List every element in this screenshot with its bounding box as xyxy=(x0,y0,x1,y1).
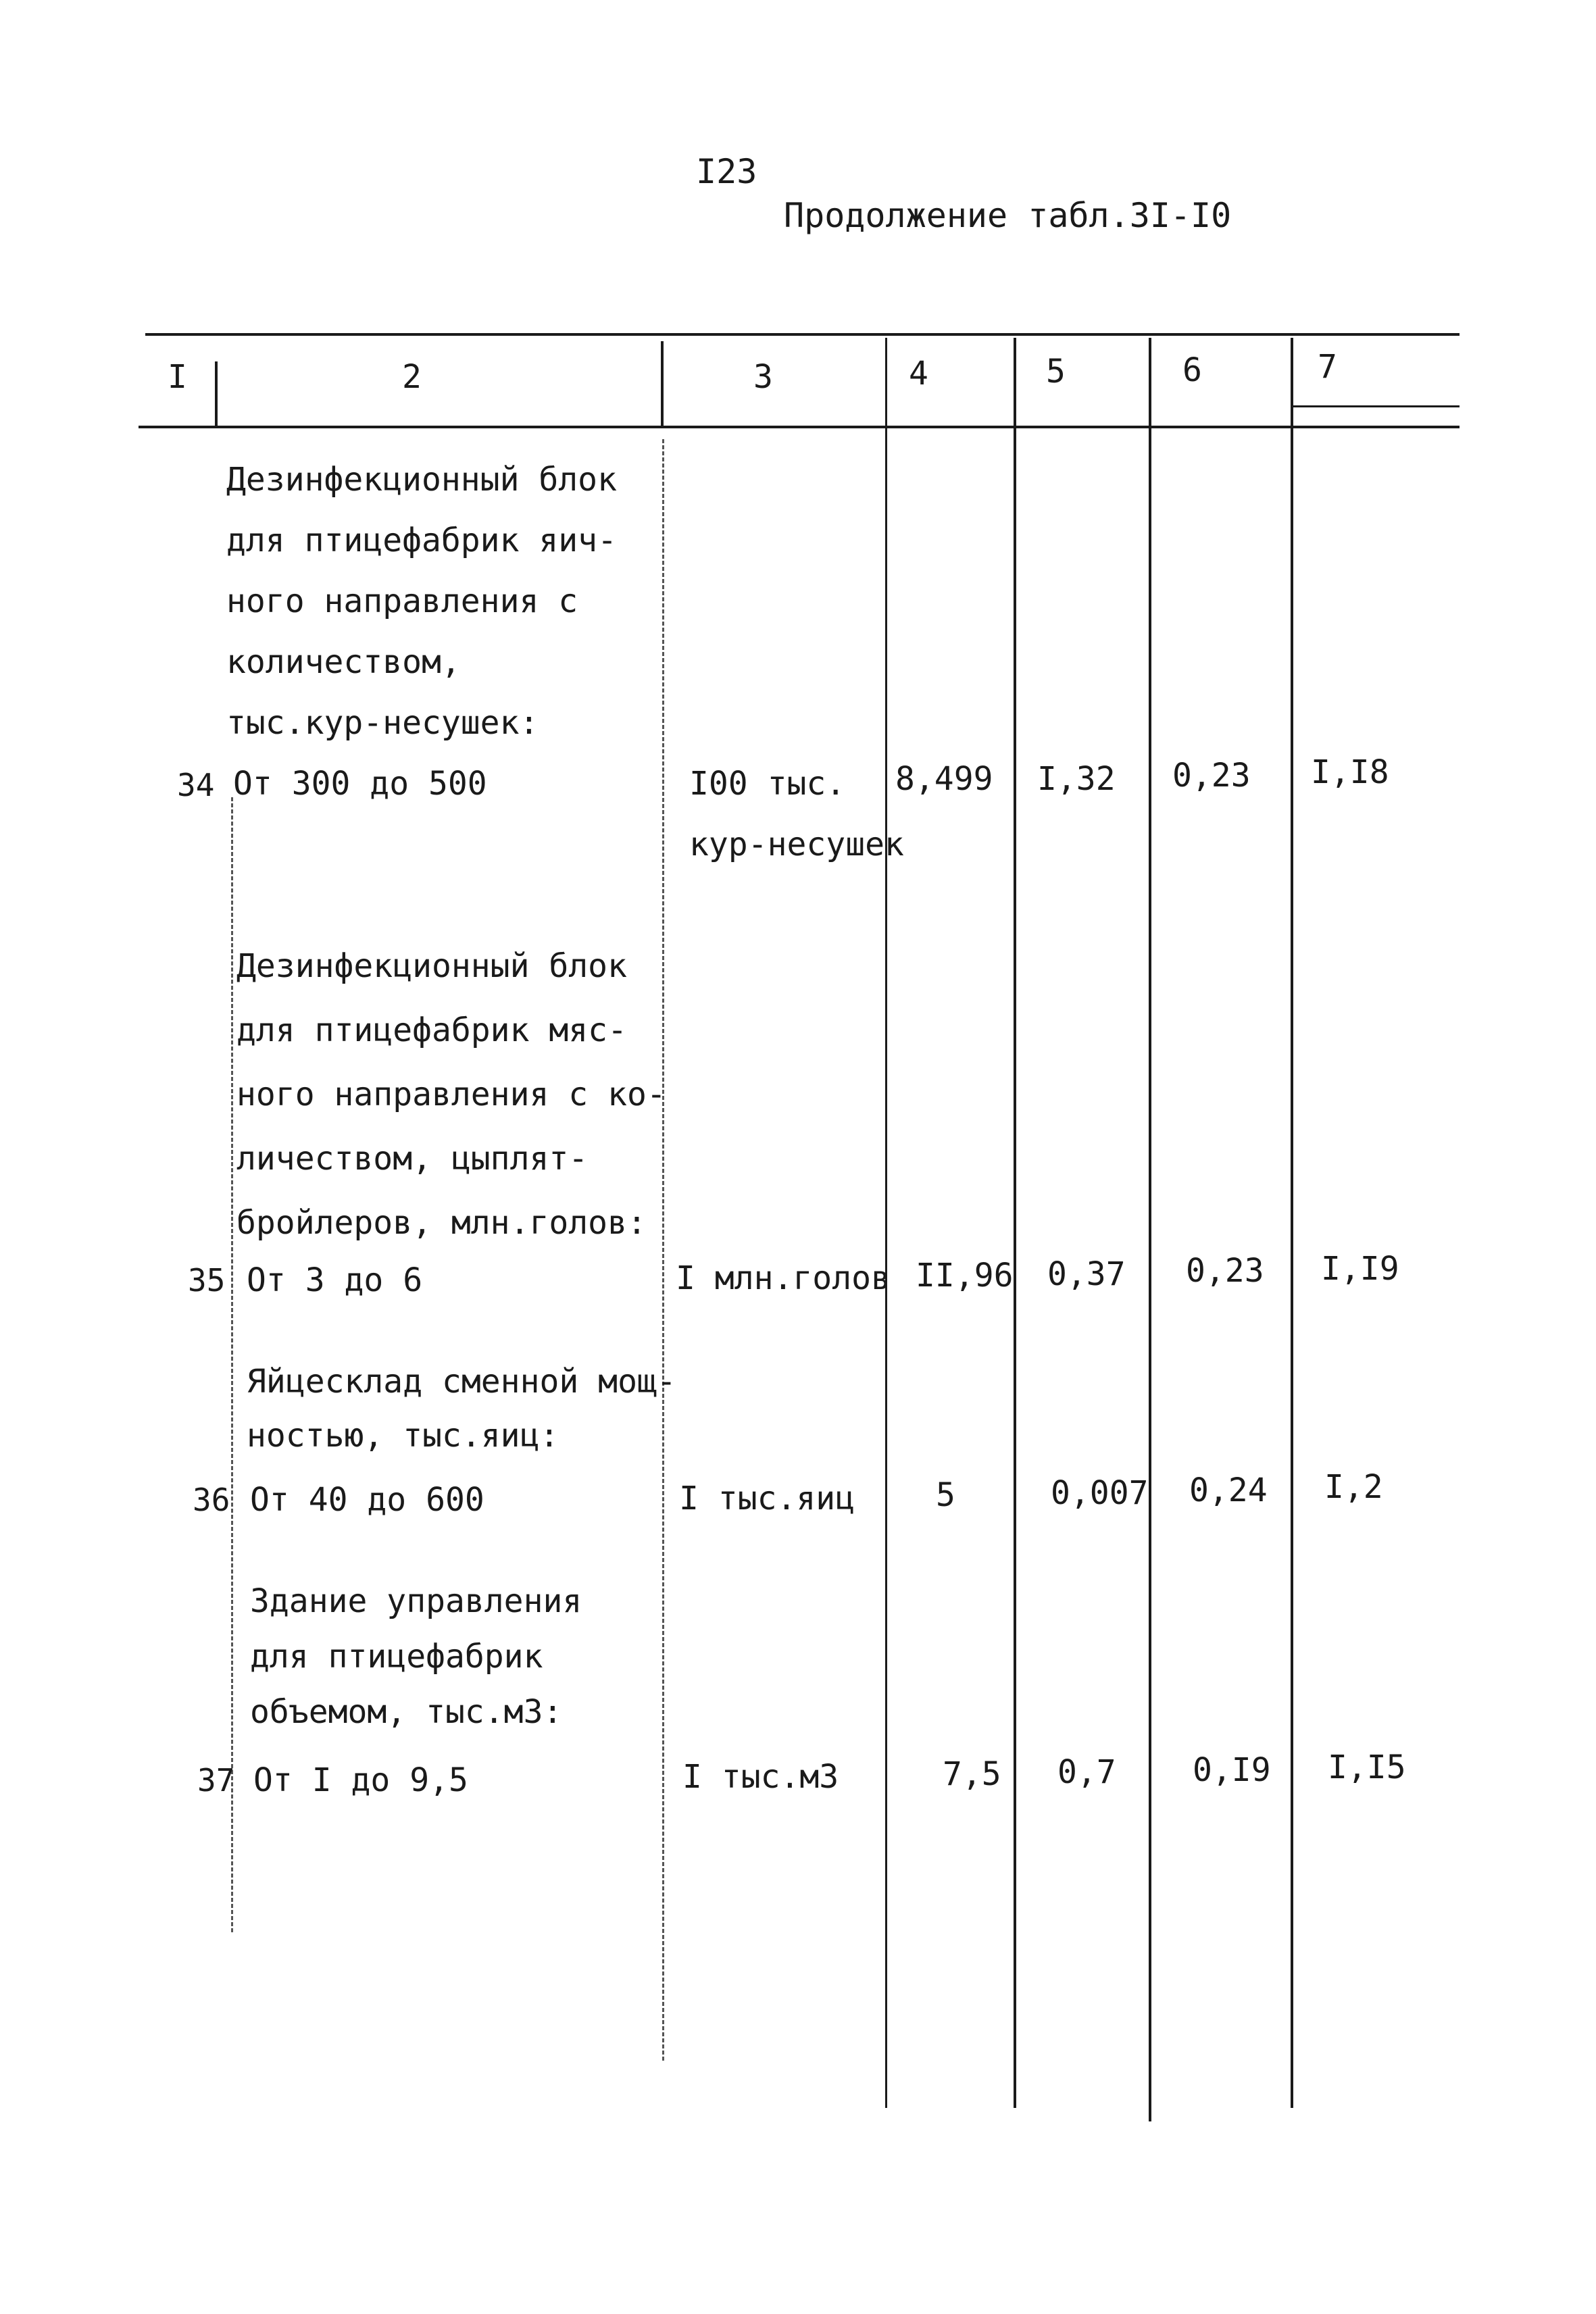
row-col6-value: 0,23 xyxy=(1172,757,1251,795)
row-unit: I тыс.яиц xyxy=(679,1480,855,1517)
row-col7-value: I,I8 xyxy=(1311,753,1389,791)
column-divider-4 xyxy=(1014,338,1016,2108)
row-description: Здание управления для птицефабрик объемом, тыс.м3: xyxy=(250,1582,582,1731)
header-bottom-rule xyxy=(139,426,1460,428)
row-col4-value: 5 xyxy=(936,1476,955,1514)
row-col4-value: II,96 xyxy=(916,1257,1014,1294)
row-col6-value: 0,23 xyxy=(1186,1252,1264,1290)
row-range: От 3 до 6 xyxy=(247,1261,423,1299)
row-col4-value: 7,5 xyxy=(943,1755,1001,1793)
row-number: 35 xyxy=(188,1262,226,1299)
row-col7-value: I,I5 xyxy=(1328,1749,1406,1786)
header-col-2: 2 xyxy=(402,358,422,396)
header-divider-2 xyxy=(661,341,664,426)
row-col7-value: I,I9 xyxy=(1321,1250,1399,1288)
column-divider-5 xyxy=(1149,338,1151,2121)
row-col7-value: I,2 xyxy=(1324,1468,1383,1506)
row-description: Яйцесклад сменной мощ- ностью, тыс.яиц: xyxy=(247,1363,676,1455)
row-col5-value: 0,37 xyxy=(1047,1255,1126,1293)
header-divider-1 xyxy=(215,361,218,426)
header-col-3: 3 xyxy=(753,358,773,396)
column-divider-2 xyxy=(662,439,664,2061)
header-col-1: I xyxy=(168,358,187,396)
row-col6-value: 0,I9 xyxy=(1193,1751,1271,1789)
header-col-5: 5 xyxy=(1046,353,1066,391)
row-number: 34 xyxy=(177,767,215,803)
row-col5-value: 0,007 xyxy=(1051,1474,1149,1512)
row-range: От 300 до 500 xyxy=(233,765,487,803)
row-range: От I до 9,5 xyxy=(253,1761,468,1799)
header-col-4: 4 xyxy=(909,355,928,393)
column-divider-3 xyxy=(885,338,887,2108)
row-description: Дезинфекционный блок для птицефабрик мяс- ного направления с ко- личеством, цыплят- бройлеров, млн.голов: xyxy=(236,947,666,1242)
header-top-rule xyxy=(145,333,1460,336)
page-number: I23 xyxy=(696,152,757,191)
header-col-6: 6 xyxy=(1182,351,1202,389)
continuation-label: Продолжение табл.3I-I0 xyxy=(784,196,1232,235)
row-unit: I00 тыс. кур-несушек xyxy=(689,765,904,863)
row-number: 36 xyxy=(193,1482,230,1518)
row-number: 37 xyxy=(197,1762,235,1799)
row-unit: I тыс.м3 xyxy=(682,1758,839,1796)
row-unit: I млн.голов xyxy=(676,1259,891,1297)
row-description: Дезинфекционный блок для птицефабрик яич- ного направления с количеством, тыс.кур-несушек: xyxy=(226,461,617,742)
header-rule-fragment xyxy=(1291,405,1460,407)
row-col5-value: 0,7 xyxy=(1057,1753,1116,1791)
row-range: От 40 до 600 xyxy=(250,1481,484,1519)
header-col-7: 7 xyxy=(1318,348,1337,386)
row-col6-value: 0,24 xyxy=(1189,1472,1268,1509)
column-divider-6 xyxy=(1291,338,1293,2108)
row-col4-value: 8,499 xyxy=(895,760,993,798)
row-col5-value: I,32 xyxy=(1037,760,1116,798)
